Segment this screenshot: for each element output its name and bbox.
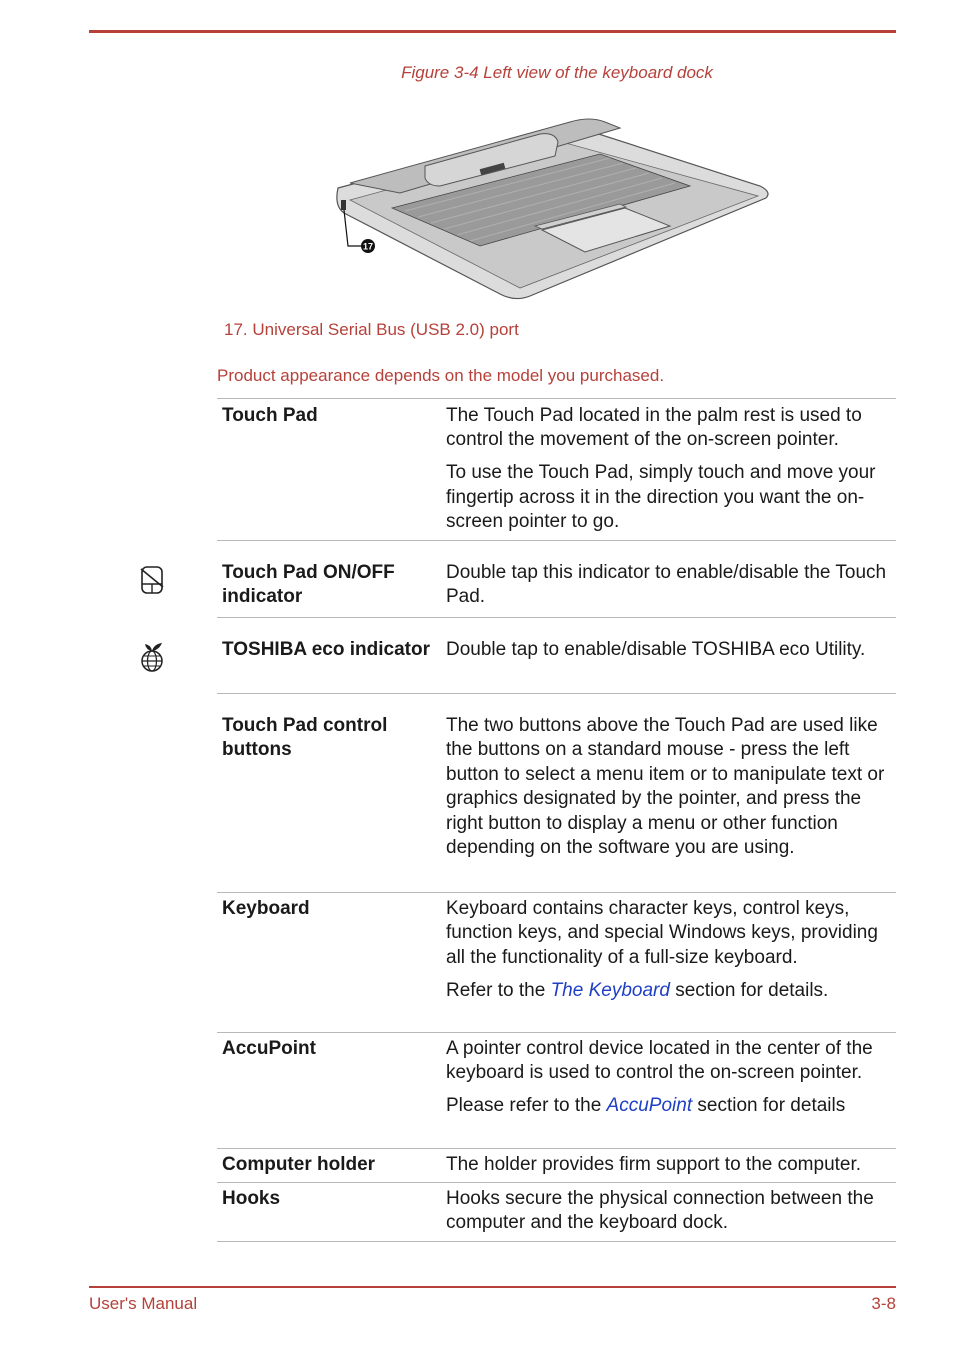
desc-accupoint: A pointer control device located in the center of the keyboard is used to control the on-screen pointer. Please refer to the AccuPoint section for details	[446, 1038, 873, 1117]
table-row	[217, 540, 896, 617]
table-row	[217, 1182, 896, 1242]
accupoint-link[interactable]: AccuPoint	[606, 1095, 693, 1117]
term-touch-pad-buttons: Touch Pad control buttons	[222, 715, 388, 761]
desc-touch-pad: The Touch Pad located in the palm rest is used to control the movement of the on-screen pointer. To use the Touch Pad, simply touch and move your fingertip across it in the direction you want the on-screen pointer to go.	[446, 405, 876, 533]
term-eco-indicator: TOSHIBA eco indicator	[222, 639, 430, 660]
header-rule	[89, 30, 896, 33]
table-row	[217, 1032, 896, 1148]
spec-table	[217, 398, 896, 1242]
table-row	[217, 617, 896, 693]
footer-rule	[89, 1286, 896, 1288]
table-row	[217, 693, 896, 892]
table-row	[217, 892, 896, 1032]
desc-hooks: Hooks secure the physical connection between the computer and the keyboard dock.	[446, 1188, 874, 1234]
figure-caption: Figure 3-4 Left view of the keyboard dock	[401, 63, 713, 82]
desc-touch-pad-indicator: Double tap this indicator to enable/disable the Touch Pad.	[446, 562, 887, 608]
table-row	[217, 1148, 896, 1182]
term-touch-pad: Touch Pad	[222, 405, 318, 426]
desc-touch-pad-buttons: The two buttons above the Touch Pad are used like the buttons on a standard mouse - press the left button to select a menu item or to manipulate text or graphics designated by the pointer, and press the right button to display a menu or other function depending on the software you are using.	[446, 715, 885, 859]
term-computer-holder: Computer holder	[222, 1154, 376, 1175]
term-accupoint: AccuPoint	[222, 1038, 316, 1059]
table-row	[217, 398, 896, 540]
eco-leaf-globe-icon	[137, 642, 167, 672]
figure-legend-item: 17. Universal Serial Bus (USB 2.0) port	[224, 320, 519, 339]
desc-computer-holder: The holder provides firm support to the computer.	[446, 1154, 862, 1175]
appearance-note: Product appearance depends on the model you purchased.	[217, 366, 665, 385]
desc-keyboard: Keyboard contains character keys, control keys, function keys, and special Windows keys, providing all the functionality of a full-size keyboard. Refer to the The Keyboard section for details.	[446, 898, 878, 1001]
footer-page-number: 3-8	[871, 1294, 896, 1313]
term-hooks: Hooks	[222, 1188, 281, 1209]
desc-eco-indicator: Double tap to enable/disable TOSHIBA eco Utility.	[446, 639, 866, 660]
term-touch-pad-indicator: Touch Pad ON/OFF indicator	[222, 562, 395, 608]
the-keyboard-link[interactable]: The Keyboard	[550, 979, 670, 1001]
callout-17: 17	[362, 241, 374, 252]
touchpad-indicator-icon	[137, 565, 167, 595]
keyboard-dock-illustration	[330, 108, 775, 300]
footer-manual-title: User's Manual	[89, 1294, 198, 1313]
term-keyboard: Keyboard	[222, 898, 310, 919]
